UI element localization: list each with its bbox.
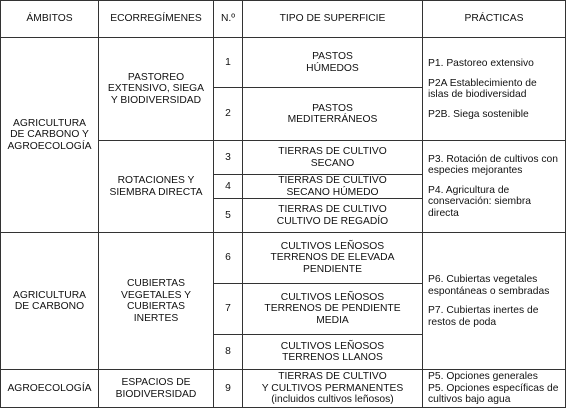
ecoregimen-line: Y BIODIVERSIDAD (110, 94, 202, 106)
superficie-line: PASTOS (312, 51, 353, 62)
ambito-line: DE CARBONO Y (10, 129, 89, 141)
practica-line: directa (428, 207, 459, 219)
table-row (1, 38, 566, 88)
superficie-number: 5 (214, 199, 243, 233)
superficie-tipo (243, 335, 423, 370)
superficie-line: SECANO HÚMEDO (286, 186, 379, 198)
practica-item (428, 274, 562, 297)
superficie-tipo (243, 38, 423, 88)
practica-line: P5. Opciones generales (428, 371, 538, 383)
practica-line: islas de biodiversidad (428, 89, 527, 100)
superficie-line: CULTIVO DE REGADÍO (276, 215, 389, 227)
practicas-pastoreo (423, 38, 566, 141)
table-row (1, 233, 566, 284)
practica-line: restos de poda (428, 316, 497, 328)
superficie-tipo (243, 199, 423, 233)
ambito-line: DE CARBONO (14, 301, 85, 312)
superficie-number: 7 (214, 284, 243, 335)
practica-item (428, 305, 562, 328)
header-ecoregimenes: ECORREGÍMENES (99, 1, 214, 38)
ecoregimen-line: INERTES (133, 312, 179, 324)
superficie-tipo (243, 284, 423, 335)
superficie-tipo (243, 141, 423, 175)
superficie-line: TIERRAS DE CULTIVO (278, 146, 387, 157)
practicas-espacios (423, 370, 566, 408)
ecoregimen-pastoreo (99, 38, 214, 141)
superficie-line: CULTIVOS LEÑOSOS (280, 340, 385, 352)
superficie-line: TERRENOS DE ELEVADA (270, 252, 395, 264)
practica-item (428, 109, 562, 121)
ambito-carbono (1, 233, 99, 370)
practica-item (428, 371, 562, 383)
superficie-number: 3 (214, 141, 243, 175)
superficie-line: TERRENOS DE PENDIENTE (264, 303, 401, 315)
practica-line: cultivos bajo agua (428, 394, 511, 406)
superficie-number: 1 (214, 38, 243, 88)
practica-item (428, 78, 562, 101)
ecoregimen-line: CUBIERTAS (127, 278, 185, 289)
practica-line: especies mejorantes (428, 165, 523, 177)
superficie-tipo (243, 233, 423, 284)
superficie-number: 4 (214, 175, 243, 199)
practica-line: conservación: siembra (428, 196, 532, 208)
practica-line: P6. Cubiertas vegetales (428, 274, 538, 285)
superficie-line: SECANO (310, 157, 355, 169)
superficie-number: 2 (214, 88, 243, 141)
practica-line: P2B. Siega sostenible (428, 108, 529, 120)
header-practicas: PRÁCTICAS (423, 1, 566, 38)
superficie-line: PASTOS (312, 102, 353, 114)
ambito-agroecologia: AGROECOLOGÍA (1, 370, 99, 408)
superficie-line: (incluidos cultivos leñosos) (271, 394, 394, 406)
superficie-line: TIERRAS DE CULTIVO (278, 371, 387, 383)
practicas-cubiertas (423, 233, 566, 370)
superficie-number: 6 (214, 233, 243, 284)
practica-line: P1. Pastoreo extensivo (428, 58, 534, 69)
practica-line: P4. Agricultura de (428, 184, 510, 196)
practica-line: P7. Cubiertas inertes de (428, 305, 539, 316)
practica-item (428, 185, 562, 220)
ecoregimen-line: CUBIERTAS (127, 301, 185, 312)
practica-line: espontáneas o sembradas (428, 285, 550, 297)
superficie-tipo (243, 88, 423, 141)
superficie-line: MEDITERRÁNEOS (287, 114, 378, 125)
practica-item (428, 383, 562, 406)
ambito-carbono-agroecologia (1, 38, 99, 233)
header-tipo-superficie: TIPO DE SUPERFICIE (243, 1, 423, 38)
practica-line: P5. Opciones específicas de (428, 382, 559, 394)
ecoregimen-line: SIEMBRA DIRECTA (109, 186, 203, 198)
ecoregimen-line: BIODIVERSIDAD (115, 388, 197, 400)
superficie-number: 8 (214, 335, 243, 370)
superficie-line: CULTIVOS LEÑOSOS (280, 291, 385, 303)
superficie-line: Y CULTIVOS PERMANENTES (261, 382, 404, 394)
ecoregimen-espacios (99, 370, 214, 408)
ecoregimen-line: EXTENSIVO, SIEGA (107, 83, 205, 95)
practicas-rotaciones (423, 141, 566, 233)
table-header-row (1, 1, 566, 38)
ecoregimen-line: ESPACIOS DE (121, 377, 191, 388)
ecoregimen-line: ROTACIONES Y (117, 175, 195, 186)
superficie-line: MEDIA (316, 314, 349, 326)
ecoregimen-line: VEGETALES Y (120, 289, 191, 301)
superficie-line: CULTIVOS LEÑOSOS (280, 240, 385, 252)
header-numero: N.º (214, 1, 243, 38)
superficie-line: TERRENOS LLANOS (282, 352, 383, 363)
header-ambitos: ÁMBITOS (1, 1, 99, 38)
superficie-line: TIERRAS DE CULTIVO (278, 175, 387, 186)
ecoregimen-rotaciones (99, 141, 214, 233)
ecoregimen-cubiertas (99, 233, 214, 370)
superficie-tipo (243, 175, 423, 199)
superficie-number: 9 (214, 370, 243, 408)
ecoregimen-line: PASTOREO (127, 71, 185, 83)
superficie-line: TIERRAS DE CULTIVO (278, 204, 387, 215)
practica-item (428, 154, 562, 177)
practica-line: P2A Establecimiento de (428, 77, 537, 89)
superficie-line: PENDIENTE (303, 263, 362, 275)
ambito-line: AGRICULTURA (12, 289, 87, 301)
table-row (1, 370, 566, 408)
superficie-line: HÚMEDOS (306, 62, 359, 74)
ambito-line: AGRICULTURA (12, 117, 87, 129)
practica-line: P3. Rotación de cultivos con (428, 153, 558, 165)
practica-item (428, 58, 562, 70)
superficie-tipo (243, 370, 423, 408)
ambito-line: AGROECOLOGÍA (7, 140, 92, 152)
